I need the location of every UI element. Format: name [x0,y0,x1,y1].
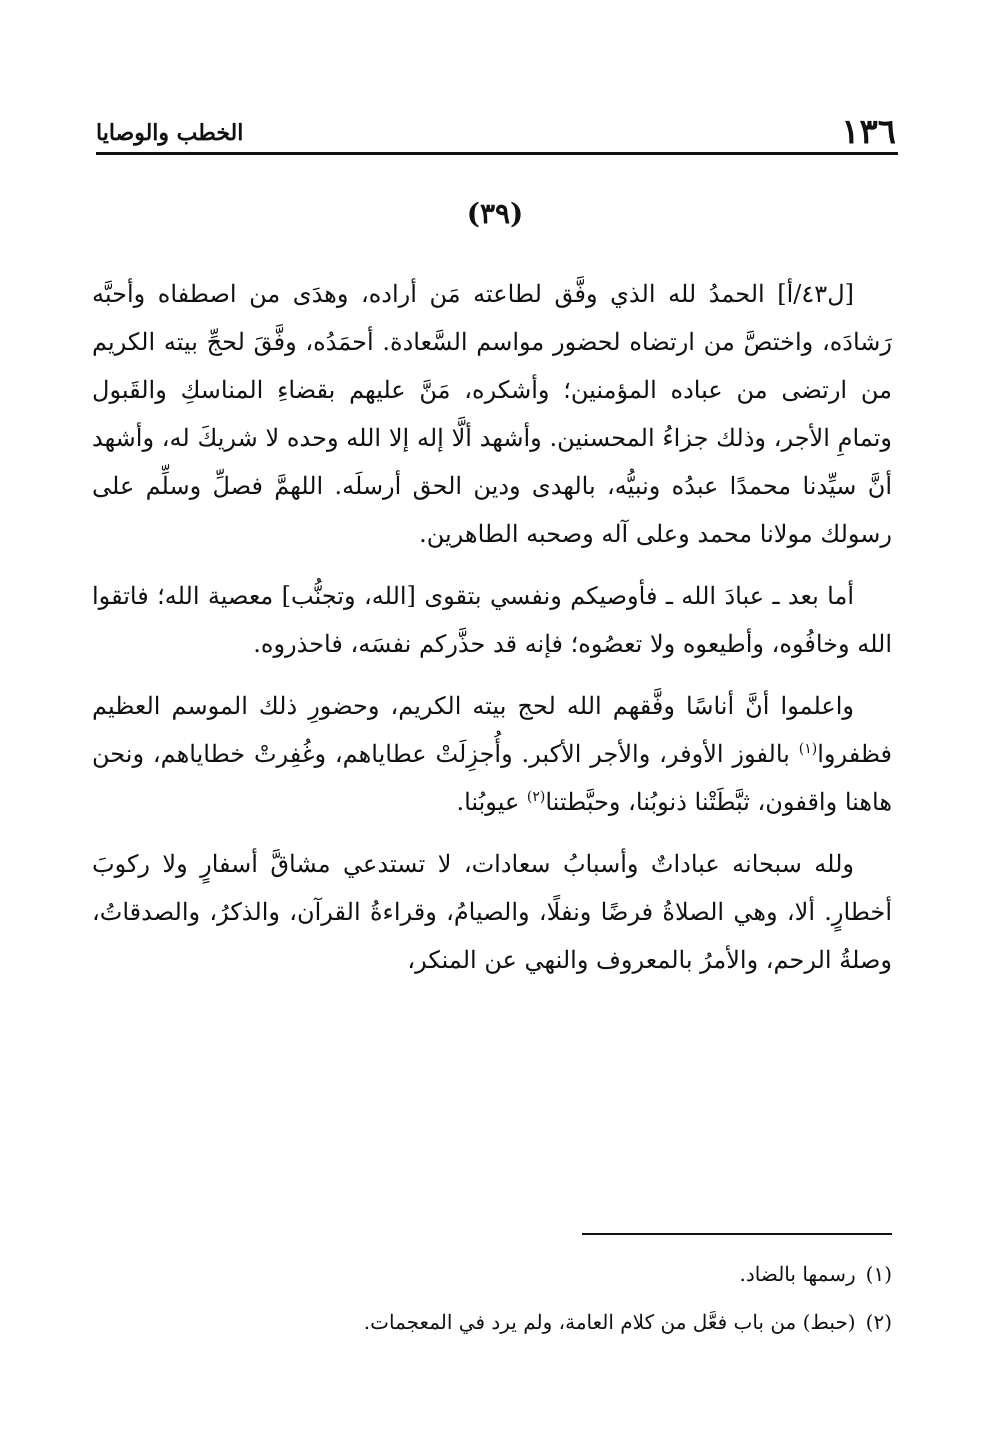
paragraph-opening: [ل٤٣/أ] الحمدُ لله الذي وفَّق لطاعته مَن أراده، وهدَى من اصطفاه وأحبَّه رَشادَه، واختصَّ من ارتضاه لحضور مواسم السَّعادة. أحمَدُه، وفَّقَ لحجِّ بيته الكريم من ارتضى من عباده المؤمنين؛ وأشكره، مَنَّ عليهم بقضاءِ المناسكِ والقَبول وتمامِ الأجر، وذلك جزاءُ المحسنين. وأشهد ألَّا إله إلا الله وحده لا شريكَ له، وأشهد أنَّ سيِّدنا محمدًا عبدُه ونبيُّه، بالهدى ودين الحق أرسلَه. اللهمَّ فصلِّ وسلِّم على رسولك مولانا محمد وعلى آله وصحبه الطاهرين. [92,280,892,548]
footnote-text: (حبط) من باب فعَّل من كلام العامة، ولم يرد في المعجمات. [363,1310,856,1334]
paragraph-exhortation: أما بعد ـ عبادَ الله ـ فأوصيكم ونفسي بتقوى [الله، وتجنُّب] معصية الله؛ فاتقوا الله وخافُوه، وأطيعوه ولا تعصُوه؛ فإنه قد حذَّركم نفسَه، فاحذروه. [92,582,892,658]
paragraph-pilgrims-part3: عيوبُنا. [456,788,527,816]
paragraph-pilgrims-part2: بالفوز الأوفر، والأجر الأكبر. وأُجزِلَتْ عطاياهم، وغُفِرتْ خطاياهم، ونحن هاهنا واقفون، ثبَّطَتْنا ذنوبُنا، وحبَّطتنا [92,740,892,816]
paragraph-pilgrims-part1: واعلموا أنَّ أناسًا وفَّقهم الله لحج بيته الكريم، وحضورِ ذلك الموسم العظيم فظفروا [92,692,892,768]
footnotes [92,1250,892,1346]
footnote-ref-2[interactable]: (٢) [526,789,546,805]
footnote-marker: (١) [865,1262,892,1286]
running-title: الخطب والوصايا [96,120,244,146]
footnote-marker: (٢) [865,1310,892,1334]
footnote-text: رسمها بالضاد. [739,1262,856,1286]
footnote-rule [582,1233,892,1235]
page-number: ١٣٦ [841,112,896,152]
paragraph-worship: ولله سبحانه عباداتٌ وأسبابُ سعادات، لا تستدعي مشاقَّ أسفارٍ ولا ركوبَ أخطارٍ. ألا، وهي الصلاةُ فرضًا ونفلًا، والصيامُ، وقراءةُ القرآن، والذكرُ، والصدقاتُ، وصلةُ الرحم، والأمرُ بالمعروف والنهي عن المنكر، [92,850,892,974]
footnote-2 [92,1298,892,1346]
body-text [92,270,892,998]
header-rule [96,152,898,155]
footnote-1 [92,1250,892,1298]
paragraph-pilgrims [92,682,892,826]
footnote-ref-1[interactable]: (١) [798,741,818,757]
page-header [96,112,896,152]
section-number: (٣٩) [466,197,524,230]
